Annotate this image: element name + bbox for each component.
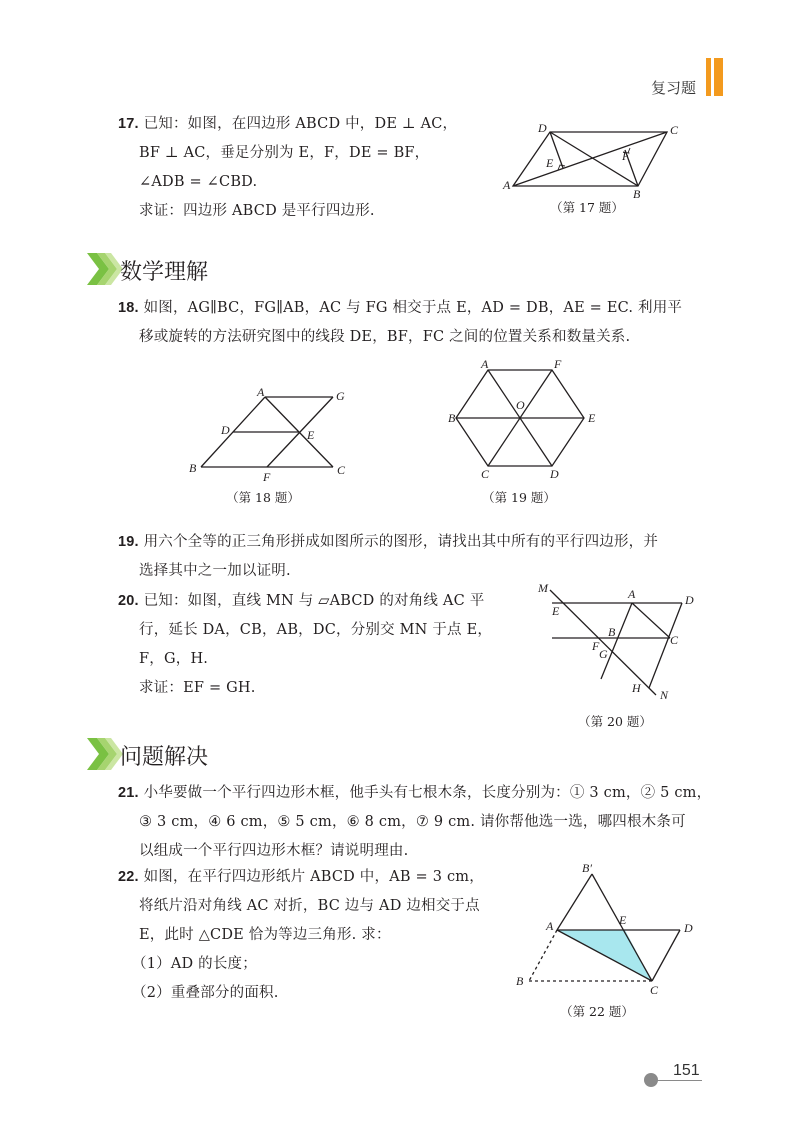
label-C: C [670, 123, 679, 137]
header-accent-bar [706, 58, 711, 96]
label-E: E [307, 428, 315, 442]
footer-rule [652, 1080, 702, 1081]
label-D: D [685, 593, 694, 607]
label-H: H [632, 681, 641, 695]
label-G: G [336, 389, 345, 403]
label-A: A [257, 385, 265, 399]
problem-18: 18. 如图，AG∥BC，FG∥AB，AC 与 FG 相交于点 E，AD = DB，AE = EC. 利用平 移或旋转的方法研究图中的线段 DE，BF，FC 之间的位置关系和数量关系. [118, 300, 683, 345]
label-M: M [538, 581, 548, 595]
label-B-prime: B′ [582, 861, 592, 875]
problem-21: 21. 小华要做一个平行四边形木框，他手头有七根木条，长度分别为：① 3 cm，② 5 cm， ③ 3 cm，④ 6 cm，⑤ 5 cm，⑥ 8 cm，⑦ 9 cm. 请你帮他选一选，哪四根木条可 以组成一个平行四边形木框？请说明理由. [118, 785, 712, 859]
problem-number: 18. [118, 300, 139, 316]
label-F: F [622, 149, 630, 163]
figure-18 [185, 384, 355, 484]
figure-22 [512, 860, 702, 1000]
label-A: A [628, 587, 636, 601]
label-C: C [337, 463, 346, 477]
problem-number: 20. [118, 593, 139, 609]
label-D: D [550, 467, 559, 481]
page-number: 151 [673, 1062, 700, 1079]
caption-17: （第 17 题） [550, 200, 624, 215]
problem-number: 19. [118, 534, 139, 550]
caption-18: （第 18 题） [226, 490, 300, 505]
figure-19 [448, 358, 598, 483]
section-title-math-understanding: 数学理解 [120, 260, 209, 285]
label-C: C [481, 467, 490, 481]
label-B: B [608, 625, 616, 639]
label-E: E [552, 604, 560, 618]
label-D: D [221, 423, 230, 437]
label-B: B [189, 461, 197, 475]
problem-number: 21. [118, 785, 139, 801]
label-B: B [448, 411, 456, 425]
problem-22: 22. 如图，在平行四边形纸片 ABCD 中，AB = 3 cm， 将纸片沿对角线 AC 对折，BC 边与 AD 边相交于点 E，此时 △CDE 恰为等边三角形. 求： （1）AD 的长度； （2）重叠部分的面积. [118, 869, 484, 1001]
label-D: D [684, 921, 693, 935]
label-G: G [599, 647, 608, 661]
label-A: A [481, 358, 489, 371]
label-C: C [650, 983, 659, 997]
figure-20 [530, 580, 700, 710]
problem-17: 17. 已知：如图，在四边形 ABCD 中，DE ⊥ AC， BF ⊥ AC，垂足分别为 E，F，DE = BF， ∠ADB = ∠CBD. 求证：四边形 ABCD 是平行四边形. [118, 116, 458, 219]
caption-22: （第 22 题） [560, 1004, 634, 1019]
section-title-problem-solving: 问题解决 [120, 745, 209, 770]
label-B: B [633, 187, 641, 198]
label-E: E [588, 411, 596, 425]
label-C: C [670, 633, 679, 647]
label-E: E [619, 913, 627, 927]
label-F: F [592, 639, 600, 653]
label-A: A [503, 178, 511, 192]
problem-20: 20. 已知：如图，直线 MN 与 ▱ABCD 的对角线 AC 平 行，延长 DA，CB，AB，DC，分别交 MN 于点 E， F，G，H. 求证：EF = GH. [118, 593, 493, 696]
label-F: F [554, 358, 562, 371]
problem-number: 22. [118, 869, 139, 885]
label-F: F [263, 470, 271, 484]
problem-number: 17. [118, 116, 139, 132]
label-D: D [538, 121, 547, 135]
label-B: B [516, 974, 524, 988]
label-A: A [546, 919, 554, 933]
figure-17 [495, 118, 695, 198]
caption-20: （第 20 题） [578, 714, 652, 729]
label-O: O [516, 398, 525, 412]
problem-19: 19. 用六个全等的正三角形拼成如图所示的图形，请找出其中所有的平行四边形，并 选择其中之一加以证明. [118, 534, 659, 579]
label-N: N [660, 688, 669, 702]
label-E: E [546, 156, 554, 170]
caption-19: （第 19 题） [482, 490, 556, 505]
header-section-title: 复习题 [651, 79, 697, 97]
header-accent-bar-wide [714, 58, 723, 96]
